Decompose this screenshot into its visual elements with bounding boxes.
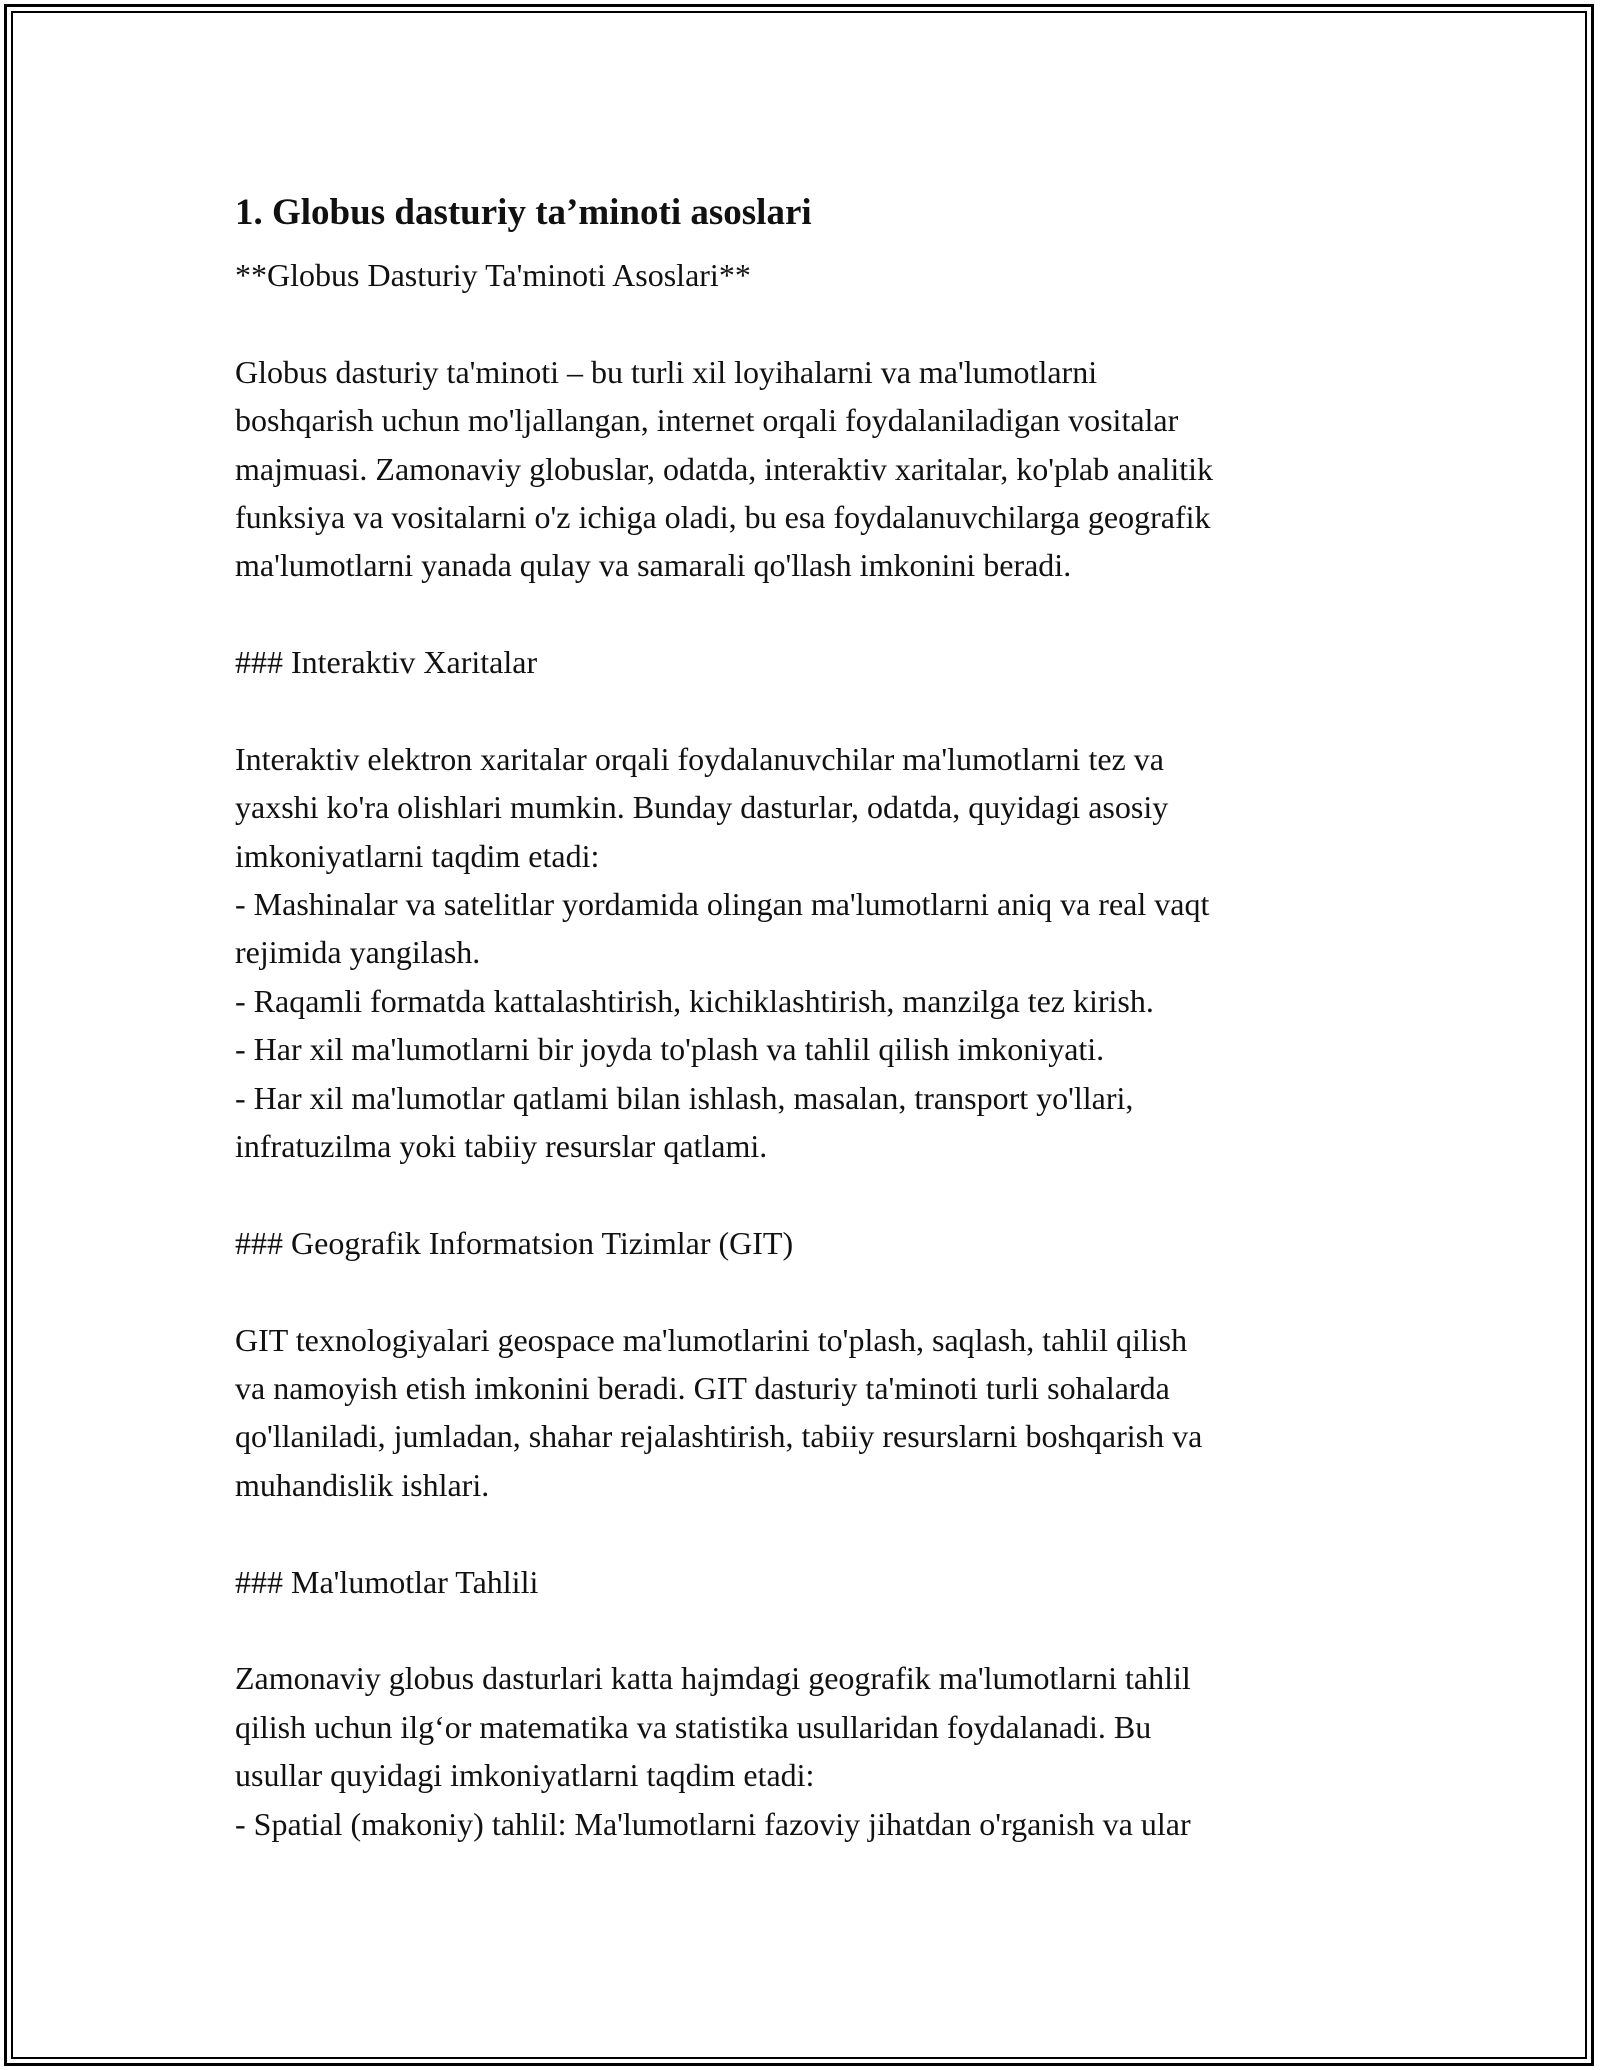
text-line: majmuasi. Zamonaviy globuslar, odatda, interaktiv xaritalar, ko'plab analitik bbox=[235, 450, 1214, 487]
paragraph-gap bbox=[235, 590, 1385, 638]
text-line: imkoniyatlarni taqdim etadi: bbox=[235, 837, 600, 874]
section-heading: 1. Globus dasturiy ta’minoti asoslari bbox=[235, 192, 812, 233]
paragraph-gap bbox=[235, 1267, 1385, 1315]
text-line: ma'lumotlarni yanada qulay va samarali qo'llash imkonini beradi. bbox=[235, 547, 1072, 584]
text-line: - Har xil ma'lumotlarni bir joyda to'plash va tahlil qilish imkoniyati. bbox=[235, 1031, 1105, 1068]
text-line: ### Geografik Informatsion Tizimlar (GIT) bbox=[235, 1224, 794, 1261]
paragraph-gap bbox=[235, 299, 1385, 347]
text-blocks bbox=[235, 251, 1385, 1848]
text-line: ### Ma'lumotlar Tahlili bbox=[235, 1563, 539, 1600]
text-line: usullar quyidagi imkoniyatlarni taqdim etadi: bbox=[235, 1757, 815, 1794]
text-line: - Har xil ma'lumotlar qatlami bilan ishlash, masalan, transport yo'llari, bbox=[235, 1079, 1134, 1116]
text-line: qo'llaniladi, jumladan, shahar rejalashtirish, tabiiy resurslarni boshqarish va bbox=[235, 1418, 1203, 1455]
paragraph-gap bbox=[235, 1509, 1385, 1557]
paragraph-gap bbox=[235, 1606, 1385, 1654]
paragraph-gap bbox=[235, 1170, 1385, 1218]
text-line: rejimida yangilash. bbox=[235, 934, 481, 971]
text-line: muhandislik ishlari. bbox=[235, 1466, 490, 1503]
text-line: boshqarish uchun mo'ljallangan, internet orqali foydalaniladigan vositalar bbox=[235, 402, 1179, 439]
text-line: - Spatial (makoniy) tahlil: Ma'lumotlarni fazoviy jihatdan o'rganish va ular bbox=[235, 1805, 1191, 1842]
text-line: Globus dasturiy ta'minoti – bu turli xil loyihalarni va ma'lumotlarni bbox=[235, 353, 1098, 390]
text-line: Zamonaviy globus dasturlari katta hajmdagi geografik ma'lumotlarni tahlil bbox=[235, 1660, 1191, 1697]
text-line: va namoyish etish imkonini beradi. GIT dasturiy ta'minoti turli sohalarda bbox=[235, 1369, 1170, 1406]
text-line: **Globus Dasturiy Ta'minoti Asoslari** bbox=[235, 257, 751, 293]
text-line: funksiya va vositalarni o'z ichiga oladi, bu esa foydalanuvchilarga geografik bbox=[235, 498, 1211, 535]
text-line: Interaktiv elektron xaritalar orqali foydalanuvchilar ma'lumotlarni tez va bbox=[235, 740, 1164, 777]
text-line: yaxshi ko'ra olishlari mumkin. Bunday dasturlar, odatda, quyidagi asosiy bbox=[235, 789, 1169, 826]
text-line: ### Interaktiv Xaritalar bbox=[235, 644, 538, 681]
text-line: qilish uchun ilg‘or matematika va statistika usullaridan foydalanadi. Bu bbox=[235, 1708, 1152, 1745]
text-line: - Mashinalar va satelitlar yordamida olingan ma'lumotlarni aniq va real vaqt bbox=[235, 886, 1210, 923]
paragraph-gap bbox=[235, 687, 1385, 735]
document-body bbox=[235, 185, 1385, 1848]
text-line: GIT texnologiyalari geospace ma'lumotlarini to'plash, saqlash, tahlil qilish bbox=[235, 1321, 1188, 1358]
text-line: infratuzilma yoki tabiiy resurslar qatlami. bbox=[235, 1128, 768, 1165]
text-line: - Raqamli formatda kattalashtirish, kichiklashtirish, manzilga tez kirish. bbox=[235, 982, 1154, 1019]
